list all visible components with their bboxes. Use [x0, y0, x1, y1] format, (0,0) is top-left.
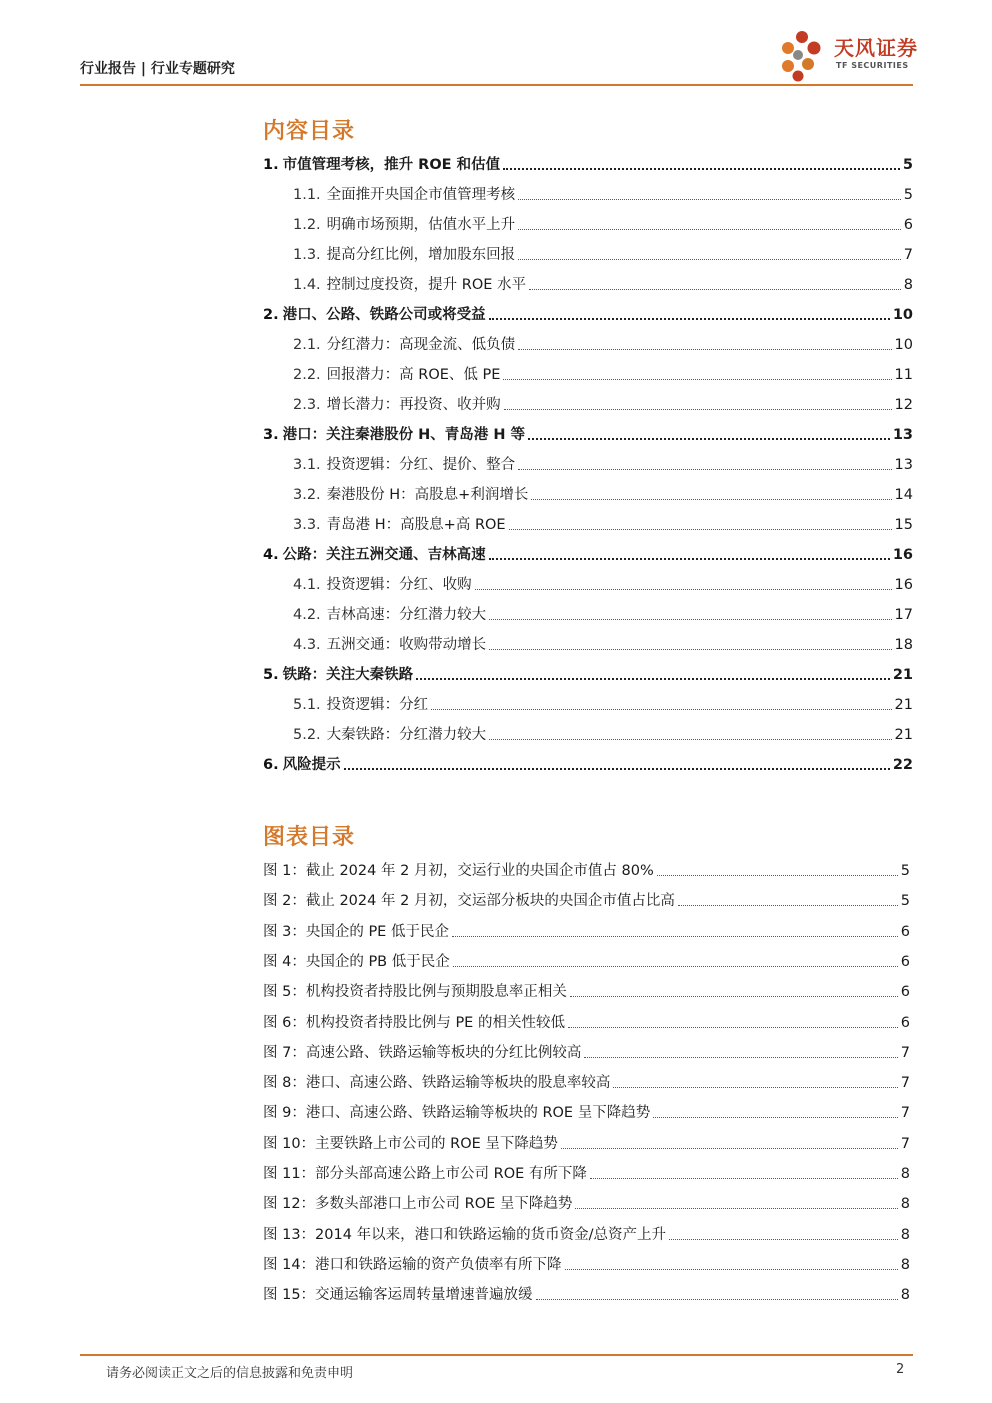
toc-entry-number: 4.	[263, 547, 279, 563]
dot-leader	[503, 379, 891, 380]
figure-entry-title: 图 1：截止 2024 年 2 月初，交运行业的央国企市值占 80%	[263, 863, 654, 879]
figure-list-entry[interactable]	[263, 919, 910, 941]
toc-entry-number: 1.2.	[293, 217, 321, 233]
toc-chapter-entry[interactable]	[263, 662, 913, 684]
toc-entry-title: 吉林高速：分红潜力较大	[326, 607, 487, 623]
dot-leader	[452, 936, 898, 937]
toc-entry-title: 港口：关注秦港股份 H、青岛港 H 等	[282, 427, 526, 443]
toc-entry-page: 7	[903, 247, 913, 263]
dot-leader	[453, 966, 898, 967]
figure-entry-title: 图 5：机构投资者持股比例与预期股息率正相关	[263, 984, 567, 1000]
dot-leader	[344, 768, 890, 770]
toc-entry-title: 提高分红比例，增加股东回报	[326, 247, 516, 263]
toc-entry-number: 1.	[263, 157, 279, 173]
dot-leader	[431, 709, 891, 710]
dot-leader	[528, 438, 890, 440]
dot-leader	[416, 678, 890, 680]
figure-entry-page: 8	[900, 1166, 910, 1182]
toc-entry-title: 秦港股份 H：高股息+利润增长	[326, 487, 529, 503]
figure-list-entry[interactable]	[263, 1222, 910, 1244]
figure-list-entry[interactable]	[263, 1191, 910, 1213]
toc-entry-page: 21	[894, 697, 913, 713]
figure-list-entry[interactable]	[263, 1010, 910, 1032]
figure-entry-title: 图 8：港口、高速公路、铁路运输等板块的股息率较高	[263, 1075, 611, 1091]
company-logo	[778, 28, 918, 84]
dot-leader	[531, 499, 891, 500]
toc-chapter-entry[interactable]	[263, 752, 913, 774]
toc-entry-title: 控制过度投资，提升 ROE 水平	[326, 277, 527, 293]
toc-entry-title: 明确市场预期，估值水平上升	[326, 217, 516, 233]
figure-entry-title: 图 13：2014 年以来，港口和铁路运输的货币资金/总资产上升	[263, 1227, 666, 1243]
figure-entry-page: 8	[900, 1287, 910, 1303]
toc-entry-title: 分红潜力：高现金流、低负债	[326, 337, 516, 353]
toc-entry-title: 市值管理考核，推升 ROE 和估值	[282, 157, 501, 173]
toc-entry-number: 4.2.	[293, 607, 321, 623]
figure-entry-page: 6	[900, 954, 910, 970]
toc-entry-page: 8	[903, 277, 913, 293]
disclaimer-text: 请务必阅读正文之后的信息披露和免责申明	[106, 1366, 354, 1381]
figure-list-entry[interactable]	[263, 1161, 910, 1183]
dot-leader	[536, 1299, 898, 1300]
toc-entry-page: 6	[903, 217, 913, 233]
dot-leader	[489, 649, 891, 650]
toc-section-entry[interactable]	[263, 722, 913, 744]
toc-entry-page: 15	[894, 517, 913, 533]
toc-entry-number: 6.	[263, 757, 279, 773]
toc-entry-title: 投资逻辑：分红、提价、整合	[326, 457, 516, 473]
toc-entry-page: 22	[892, 757, 913, 773]
toc-title: 内容目录	[263, 119, 356, 144]
toc-entry-page: 18	[894, 637, 913, 653]
toc-entry-number: 3.1.	[293, 457, 321, 473]
flower-logo-icon	[778, 28, 834, 84]
toc-entry-page: 21	[894, 727, 913, 743]
dot-leader	[570, 996, 898, 997]
dot-leader	[509, 529, 892, 530]
figure-list-entry[interactable]	[263, 1252, 910, 1274]
figure-entry-page: 5	[900, 893, 910, 909]
toc-entry-page: 5	[902, 157, 913, 173]
figure-entry-title: 图 6：机构投资者持股比例与 PE 的相关性较低	[263, 1015, 565, 1031]
toc-entry-number: 1.3.	[293, 247, 321, 263]
figure-entry-page: 5	[900, 863, 910, 879]
toc-section-entry[interactable]	[263, 272, 913, 294]
dot-leader	[518, 259, 901, 260]
logo-english-name: TF SECURITIES	[836, 61, 909, 70]
dot-leader	[669, 1239, 898, 1240]
toc-entry-number: 3.	[263, 427, 279, 443]
toc-section-entry[interactable]	[263, 332, 913, 354]
dot-leader	[657, 875, 898, 876]
dot-leader	[518, 349, 891, 350]
toc-entry-page: 13	[892, 427, 913, 443]
toc-chapter-entry[interactable]	[263, 542, 913, 564]
toc-entry-number: 5.2.	[293, 727, 321, 743]
figure-entry-title: 图 9：港口、高速公路、铁路运输等板块的 ROE 呈下降趋势	[263, 1105, 651, 1121]
toc-section-entry[interactable]	[263, 572, 913, 594]
toc-entry-page: 16	[894, 577, 913, 593]
toc-section-entry[interactable]	[263, 632, 913, 654]
figure-list-entry[interactable]	[263, 1100, 910, 1122]
toc-entry-page: 21	[892, 667, 913, 683]
toc-entry-title: 投资逻辑：分红	[326, 697, 429, 713]
footer-divider	[80, 1354, 913, 1356]
dot-leader	[565, 1269, 898, 1270]
figure-entry-page: 8	[900, 1227, 910, 1243]
figure-entry-title: 图 15：交通运输客运周转量增速普遍放缓	[263, 1287, 533, 1303]
figure-entry-page: 7	[900, 1075, 910, 1091]
figure-entry-page: 6	[900, 1015, 910, 1031]
dot-leader	[518, 199, 901, 200]
dot-leader	[504, 409, 892, 410]
figure-entry-page: 7	[900, 1045, 910, 1061]
toc-section-entry[interactable]	[263, 692, 913, 714]
toc-entry-title: 青岛港 H：高股息+高 ROE	[326, 517, 506, 533]
toc-entry-number: 5.	[263, 667, 279, 683]
dot-leader	[561, 1148, 898, 1149]
toc-entry-title: 回报潜力：高 ROE、低 PE	[326, 367, 501, 383]
toc-entry-number: 2.2.	[293, 367, 321, 383]
dot-leader	[475, 589, 892, 590]
dot-leader	[568, 1027, 898, 1028]
dot-leader	[489, 619, 891, 620]
toc-section-entry[interactable]	[263, 602, 913, 624]
figure-entry-title: 图 14：港口和铁路运输的资产负债率有所下降	[263, 1257, 562, 1273]
figure-list-entry[interactable]	[263, 1040, 910, 1062]
toc-section-entry[interactable]	[263, 182, 913, 204]
figures-title: 图表目录	[263, 825, 356, 850]
figure-entry-title: 图 11：部分头部高速公路上市公司 ROE 有所下降	[263, 1166, 587, 1182]
toc-chapter-entry[interactable]	[263, 422, 913, 444]
toc-entry-page: 16	[892, 547, 913, 563]
toc-entry-title: 增长潜力：再投资、收并购	[326, 397, 501, 413]
toc-entry-title: 公路：关注五洲交通、吉林高速	[282, 547, 486, 563]
toc-entry-title: 风险提示	[282, 757, 341, 773]
toc-entry-page: 12	[894, 397, 913, 413]
toc-chapter-entry[interactable]	[263, 302, 913, 324]
figure-entry-page: 7	[900, 1136, 910, 1152]
toc-entry-page: 17	[894, 607, 913, 623]
toc-entry-number: 2.1.	[293, 337, 321, 353]
header-divider	[80, 84, 913, 86]
toc-entry-page: 10	[892, 307, 913, 323]
figure-entry-title: 图 12：多数头部港口上市公司 ROE 呈下降趋势	[263, 1196, 573, 1212]
toc-entry-page: 14	[894, 487, 913, 503]
toc-entry-page: 13	[894, 457, 913, 473]
figure-entry-page: 7	[900, 1105, 910, 1121]
report-type-label: 行业报告 | 行业专题研究	[80, 61, 235, 77]
figure-entry-page: 8	[900, 1257, 910, 1273]
dot-leader	[653, 1117, 898, 1118]
toc-entry-number: 4.3.	[293, 637, 321, 653]
figure-list-entry[interactable]	[263, 1131, 910, 1153]
toc-entry-number: 1.4.	[293, 277, 321, 293]
toc-section-entry[interactable]	[263, 362, 913, 384]
toc-section-entry[interactable]	[263, 212, 913, 234]
toc-entry-number: 3.3.	[293, 517, 321, 533]
toc-entry-title: 大秦铁路：分红潜力较大	[326, 727, 487, 743]
figure-entry-title: 图 2：截止 2024 年 2 月初，交运部分板块的央国企市值占比高	[263, 893, 675, 909]
toc-entry-number: 2.3.	[293, 397, 321, 413]
toc-entry-number: 3.2.	[293, 487, 321, 503]
toc-entry-title: 投资逻辑：分红、收购	[326, 577, 472, 593]
dot-leader	[489, 318, 890, 320]
dot-leader	[590, 1178, 898, 1179]
figure-list-entry[interactable]	[263, 979, 910, 1001]
figure-entry-page: 6	[900, 924, 910, 940]
figure-entry-title: 图 7：高速公路、铁路运输等板块的分红比例较高	[263, 1045, 582, 1061]
figure-entry-page: 8	[900, 1196, 910, 1212]
figure-list-entry[interactable]	[263, 1282, 910, 1304]
dot-leader	[529, 289, 901, 290]
dot-leader	[489, 558, 890, 560]
toc-entry-title: 全面推开央国企市值管理考核	[326, 187, 516, 203]
figure-list-entry[interactable]	[263, 1070, 910, 1092]
logo-chinese-name: 天风证券	[834, 36, 918, 60]
toc-section-entry[interactable]	[263, 242, 913, 264]
dot-leader	[678, 905, 898, 906]
toc-section-entry[interactable]	[263, 452, 913, 474]
toc-entry-title: 港口、公路、铁路公司或将受益	[282, 307, 486, 323]
figure-list-entry[interactable]	[263, 888, 910, 910]
toc-entry-page: 5	[903, 187, 913, 203]
dot-leader	[489, 739, 891, 740]
page-number: 2	[896, 1362, 905, 1377]
toc-entry-page: 11	[894, 367, 913, 383]
toc-section-entry[interactable]	[263, 392, 913, 414]
toc-section-entry[interactable]	[263, 512, 913, 534]
figure-entry-page: 6	[900, 984, 910, 1000]
toc-chapter-entry[interactable]	[263, 152, 913, 174]
dot-leader	[503, 168, 900, 170]
toc-entry-title: 铁路：关注大秦铁路	[282, 667, 414, 683]
toc-section-entry[interactable]	[263, 482, 913, 504]
figure-list-entry[interactable]	[263, 949, 910, 971]
toc-entry-page: 10	[894, 337, 913, 353]
toc-entry-number: 5.1.	[293, 697, 321, 713]
dot-leader	[575, 1208, 897, 1209]
dot-leader	[518, 469, 891, 470]
dot-leader	[518, 229, 901, 230]
toc-entry-number: 2.	[263, 307, 279, 323]
figure-entry-title: 图 4：央国企的 PB 低于民企	[263, 954, 450, 970]
toc-entry-number: 1.1.	[293, 187, 321, 203]
dot-leader	[613, 1087, 897, 1088]
toc-entry-number: 4.1.	[293, 577, 321, 593]
figure-list-entry[interactable]	[263, 858, 910, 880]
toc-entry-title: 五洲交通：收购带动增长	[326, 637, 487, 653]
dot-leader	[584, 1057, 897, 1058]
figure-entry-title: 图 10：主要铁路上市公司的 ROE 呈下降趋势	[263, 1136, 558, 1152]
figure-entry-title: 图 3：央国企的 PE 低于民企	[263, 924, 449, 940]
